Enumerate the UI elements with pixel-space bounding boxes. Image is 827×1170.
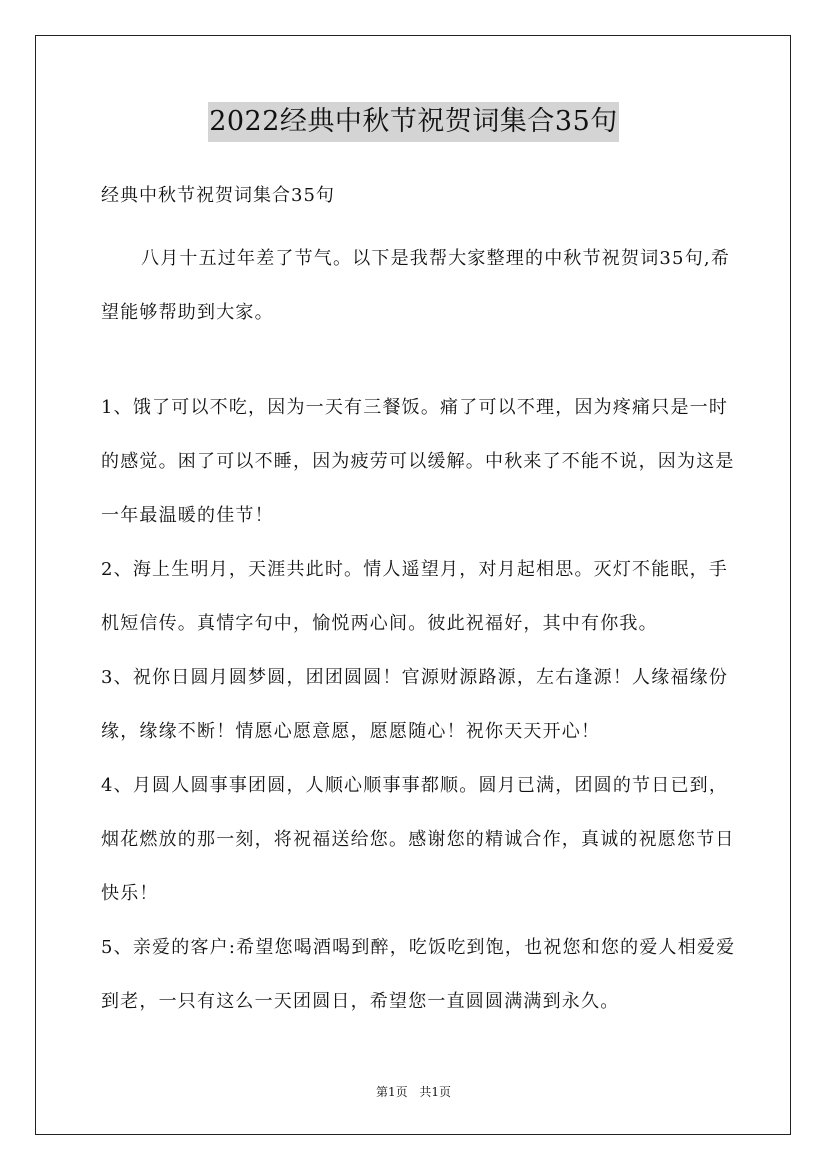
greeting-item-3: 3、祝你日圆月圆梦圆，团团圆圆！官源财源路源，左右逢源！人缘福缘份缘，缘缘不断！情愿心愿意愿，愿愿随心！祝你天天开心！ <box>101 667 729 742</box>
page-number: 第1页 <box>375 1085 408 1099</box>
document-title-container <box>0 102 827 142</box>
page-total: 共1页 <box>419 1085 452 1099</box>
intro-paragraph: 八月十五过年差了节气。以下是我帮大家整理的中秋节祝贺词35句,希望能够帮助到大家。 <box>101 248 731 323</box>
greeting-item-1: 1、饿了可以不吃，因为一天有三餐饭。痛了可以不理，因为疼痛只是一时的感觉。困了可以不睡，因为疲劳可以缓解。中秋来了不能不说，因为这是一年最温暖的佳节！ <box>101 397 735 526</box>
greeting-list <box>101 381 741 1029</box>
greeting-item-4: 4、月圆人圆事事团圆，人顺心顺事事都顺。圆月已满，团圆的节日已到，烟花燃放的那一刻，将祝福送给您。感谢您的精诚合作，真诚的祝愿您节日快乐！ <box>101 775 735 904</box>
document-title: 2022经典中秋节祝贺词集合35句 <box>208 102 619 142</box>
page-footer <box>0 1083 827 1101</box>
document-subtitle: 经典中秋节祝贺词集合35句 <box>101 185 335 206</box>
greeting-item-5: 5、亲爱的客户:希望您喝酒喝到醉，吃饭吃到饱，也祝您和您的爱人相爱爱到老，一只有这么一天团圆日，希望您一直圆圆满满到永久。 <box>101 937 736 1012</box>
greeting-item-2: 2、海上生明月，天涯共此时。情人遥望月，对月起相思。灭灯不能眠，手机短信传。真情字句中，愉悦两心间。彼此祝福好，其中有你我。 <box>101 559 729 634</box>
